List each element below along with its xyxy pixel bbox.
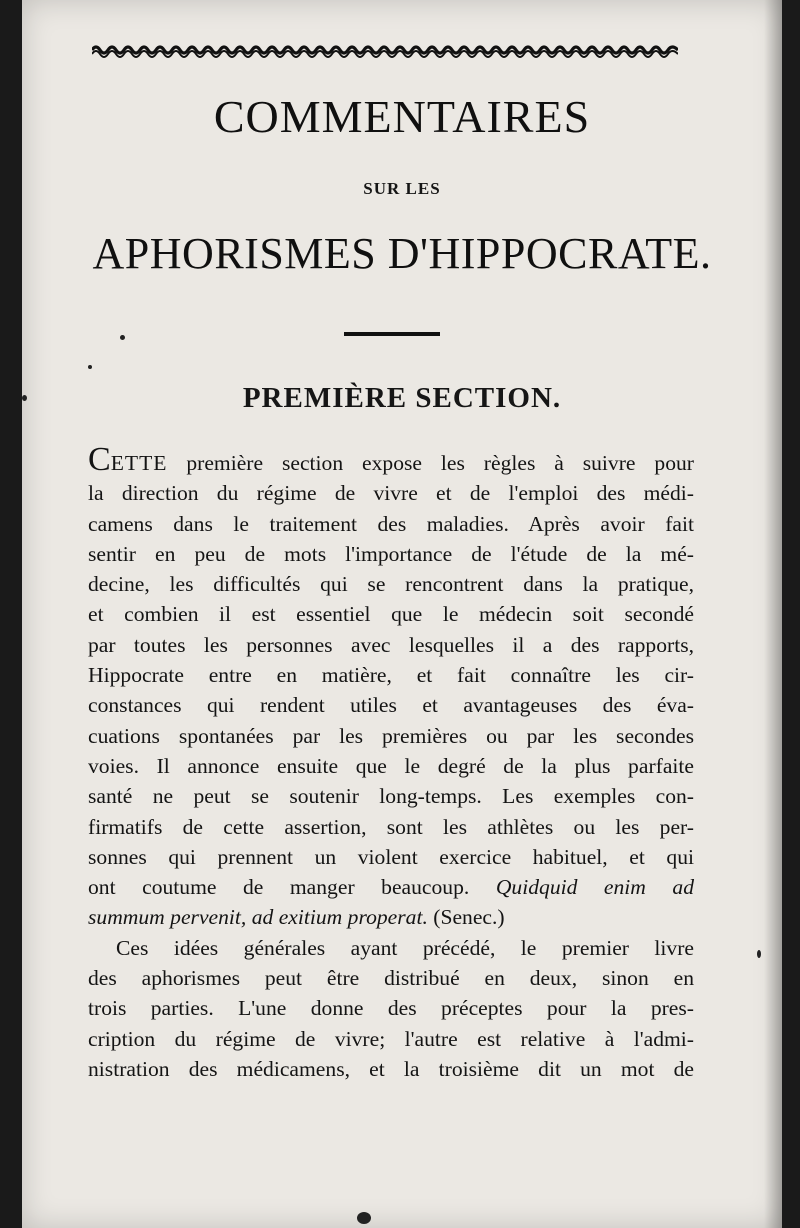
section-heading: PREMIÈRE SECTION. <box>242 382 562 414</box>
text-line: Hippocrate entre en matière, et fait connaître les cir- <box>88 663 694 688</box>
text-line: trois parties. L'une donne des préceptes pour la pres- <box>88 996 694 1021</box>
text-line: camens dans le traitement des maladies. Après avoir fait <box>88 511 694 536</box>
ink-speck <box>757 950 761 958</box>
text-line: la direction du régime de vivre et de l'emploi des médi- <box>88 481 694 506</box>
latin-quote-part-1: Quidquid enim ad <box>495 875 695 900</box>
text-line: sonnes qui prennent un violent exercice habituel, et qui <box>88 844 694 869</box>
text-line: par toutes les personnes avec lesquelles il a des rapports, <box>88 632 694 657</box>
book-subject: APHORISMES D'HIPPOCRATE. <box>92 229 712 278</box>
first-word-smallcaps: ETTE <box>110 451 168 475</box>
body-text <box>88 441 695 1084</box>
text-line: cuations spontanées par les premières ou par les secondes <box>88 723 694 748</box>
decorative-border-ornament <box>92 42 678 58</box>
text-line-with-italic <box>88 872 694 902</box>
line-text: première section expose les règles à suivre pour <box>186 451 694 475</box>
book-title: COMMENTAIRES <box>213 91 591 142</box>
text-line: cription du régime de vivre; l'autre est relative à l'admi- <box>88 1026 694 1051</box>
text-line: et combien il est essentiel que le médecin soit secondé <box>88 602 694 627</box>
text-line: santé ne peut se soutenir long-temps. Les exemples con- <box>88 784 694 809</box>
ink-speck <box>357 1212 371 1224</box>
text-line: Ces idées générales ayant précédé, le premier livre <box>116 935 694 960</box>
text-line: firmatifs de cette assertion, sont les athlètes ou les per- <box>88 814 694 839</box>
text-line: nistration des médicamens, et la troisième dit un mot de <box>88 1056 694 1081</box>
line-text: ont coutume de manger beaucoup. <box>88 875 470 900</box>
citation: (Senec.) <box>433 905 505 930</box>
section-divider-rule <box>344 332 440 336</box>
book-page <box>22 0 782 1228</box>
paragraph-1-line-1 <box>88 441 694 478</box>
latin-quote-part-2: summum pervenit, ad exitium properat. <box>88 905 428 930</box>
ink-speck <box>88 365 92 369</box>
text-line: constances qui rendent utiles et avantageuses des éva- <box>88 693 694 718</box>
drop-cap: C <box>88 441 111 478</box>
text-line-with-citation <box>88 902 694 932</box>
text-line: sentir en peu de mots l'importance de l'étude de la mé- <box>88 541 694 566</box>
ink-speck <box>120 335 125 340</box>
text-line: decine, les difficultés qui se rencontrent dans la pratique, <box>88 572 694 597</box>
text-line: voies. Il annonce ensuite que le degré de la plus parfaite <box>88 753 694 778</box>
text-line: des aphorismes peut être distribué en deux, sinon en <box>88 966 694 991</box>
title-connector: SUR LES <box>363 179 441 198</box>
ink-speck <box>22 395 27 401</box>
